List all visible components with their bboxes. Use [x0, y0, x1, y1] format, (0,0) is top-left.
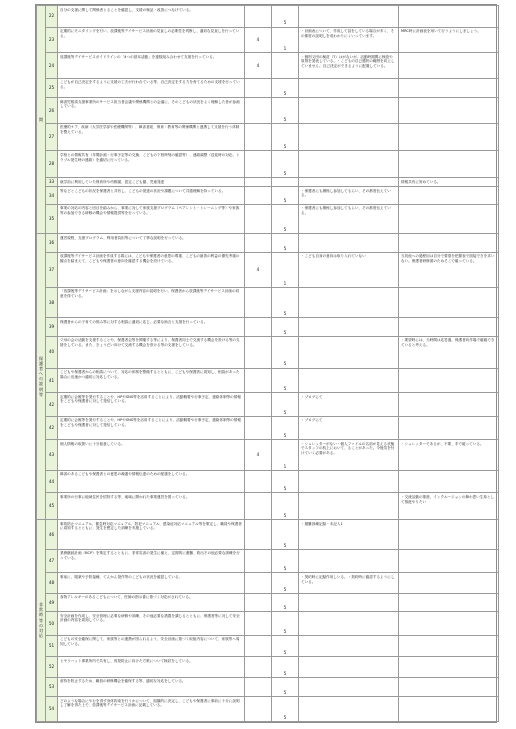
improvement-note [399, 318, 499, 336]
improvement-note [399, 287, 499, 318]
item-content: 父母の会の活動を支援することや、保護者会等を開催する等により、保護者同士で交流する機会を設ける等の支援をしている。また、きょうだい向けて交流する機会を設ける等の支援をしている。 [58, 336, 245, 368]
improvement-note: 情報共有に努めている。 [399, 178, 499, 187]
item-content: 学校との情報共有（年間計画・行事予定等の交換、こどもの下校時刻の確認等）、連絡調整（送迎時の対応、トラブル発生時の連絡）を適切に行っている。 [58, 151, 245, 178]
item-number: 50 [46, 612, 58, 636]
improvement-note [399, 234, 499, 252]
item-number: 41 [46, 368, 58, 393]
response-count-partial [245, 393, 272, 417]
staff-comment [299, 234, 399, 252]
item-number: 47 [46, 549, 58, 573]
improvement-note [399, 677, 499, 696]
response-count-yes: 1 [272, 27, 299, 53]
response-count-yes: 5 [272, 677, 299, 696]
improvement-note [399, 187, 499, 204]
table-row [37, 204, 499, 234]
response-count-partial [245, 178, 272, 187]
staff-comment: ・個別又団の検討（?）はがないが、活動時期間に検査や原則を発表している。・こどもの自己選択の範囲を向上していません。自己決定ができるように配慮している。 [299, 53, 399, 79]
response-count-partial [245, 78, 272, 97]
item-number: 45 [46, 493, 58, 520]
item-number: 27 [46, 123, 58, 151]
response-count-yes: 5 [272, 470, 299, 493]
improvement-note [399, 520, 499, 550]
item-content: ヒヤリハット事業所内で共有し、再発防止に向けた方策について検討をしている。 [58, 657, 245, 677]
item-number: 23 [46, 27, 58, 53]
item-content: 安全計画を作成し、安全管理に必要な研修や訓練、その他必要な措置を講じるとともに、保護者等に対して安全計画の内容を周知している。 [58, 612, 245, 636]
response-count-partial [245, 336, 272, 368]
item-number: 37 [46, 252, 58, 287]
table-row [37, 27, 499, 53]
response-count-partial [245, 697, 272, 722]
improvement-note [399, 573, 499, 593]
response-count-yes: 5 [272, 493, 299, 520]
response-count-yes: 5 [272, 593, 299, 611]
item-content: 運営規程、支援プログラム、利用者負担等について丁寧な説明を行っている。 [58, 234, 245, 252]
response-count-yes: 5 [272, 612, 299, 636]
staff-comment [299, 123, 399, 151]
table-row [37, 612, 499, 636]
table-row [37, 187, 499, 204]
improvement-note [399, 78, 499, 97]
staff-comment [299, 677, 399, 696]
item-content: 就学前に利用していた保育所や幼稚園、認定こども園、児童発達 [58, 178, 245, 187]
improvement-note: MRC時に計画表を用いて行うようにしましょう。 [399, 27, 499, 53]
improvement-note: ・交流活動の推進、インクルージョンの舞わ思い生象として推進やりたい [399, 493, 499, 520]
improvement-note [399, 697, 499, 722]
improvement-note [399, 635, 499, 657]
staff-comment [299, 470, 399, 493]
item-number: 49 [46, 593, 58, 611]
table-row [37, 287, 499, 318]
item-number: 24 [46, 53, 58, 79]
table-row [37, 368, 499, 393]
item-number: 43 [46, 440, 58, 471]
item-number: 54 [46, 697, 58, 722]
improvement-note [399, 6, 499, 28]
improvement-note [399, 612, 499, 636]
staff-comment [299, 178, 399, 187]
staff-comment [299, 657, 399, 677]
item-number: 38 [46, 287, 58, 318]
table-row [37, 493, 499, 520]
staff-comment: ・こども自身の意向は取り入れていない [299, 252, 399, 287]
response-count-yes: 5 [272, 336, 299, 368]
response-count-yes: 5 [272, 187, 299, 204]
table-row [37, 151, 499, 178]
table-row [37, 78, 499, 97]
category-cell [37, 520, 46, 722]
response-count-yes: 5 [272, 6, 299, 28]
table-row [37, 53, 499, 79]
improvement-note [399, 657, 499, 677]
improvement-note: ・シュレッターであるが、不要、手で破っている。 [399, 440, 499, 471]
response-count-partial [245, 520, 272, 550]
staff-comment [299, 98, 399, 124]
table-row [37, 178, 499, 187]
improvement-note [399, 204, 499, 234]
table-row [37, 252, 499, 287]
table-row [37, 677, 499, 696]
response-count-yes: 5 [272, 393, 299, 417]
staff-comment [299, 318, 399, 336]
response-count-partial [245, 204, 272, 234]
item-content: 業務継続計画（BCP）を策定するとともに、非常災害の発生に備え、定期的に避難、救出その他必要な訓練を行っている。 [58, 549, 245, 573]
staff-comment [299, 697, 399, 722]
item-number: 42 [46, 393, 58, 417]
response-count-partial [245, 416, 272, 440]
item-content: 「放課後等デイサービス計画」を示しながら支援内容の説明を行い、保護者から放課後等デイサービス計画の同意を得ている。 [58, 287, 245, 318]
category-cell [37, 6, 46, 234]
item-number: 25 [46, 78, 58, 97]
item-number: 26 [46, 98, 58, 124]
item-content: 自分の支援に関して関係者とることを確認し、支援の検証・改善につなげている。 [58, 6, 245, 28]
item-content: 事業の対応の内容と回目を踏みから、事業に対して家族支援プログラム（ペアレント・トレーニング等）や家族等の参加できる研修の機会や情報提供等を行っている。 [58, 204, 245, 234]
staff-comment: ・ブログにて [299, 416, 399, 440]
table-row [37, 6, 499, 28]
table-row [37, 98, 499, 124]
item-number: 44 [46, 470, 58, 493]
response-count-partial [245, 593, 272, 611]
response-count-yes: 5 [272, 98, 299, 124]
table-row [37, 657, 499, 677]
response-count-partial [245, 368, 272, 393]
response-count-partial [245, 151, 272, 178]
table-row [37, 318, 499, 336]
response-count-partial: 4 [245, 27, 272, 53]
response-count-yes: 5 [272, 416, 299, 440]
staff-comment: ・保護者にも積極し参加してもらい、その都度伝えている。 [299, 204, 399, 234]
category-label: 関 [38, 116, 44, 122]
improvement-note [399, 368, 499, 393]
item-number: 34 [46, 187, 58, 204]
response-count-yes: 1 [272, 252, 299, 287]
item-number: 36 [46, 234, 58, 252]
response-count-partial [245, 470, 272, 493]
item-content: 事前に、服薬や予防接種、てんかん発作等のこどもの状況を確認している。 [58, 573, 245, 593]
response-count-yes [272, 53, 299, 79]
response-count-partial [245, 493, 272, 520]
staff-comment [299, 549, 399, 573]
item-content: 障害児相談支援事業所のサービス担当者会議や関係機関との会議に、そのこどもの状況をよく理解した者が参画している。 [58, 98, 245, 124]
staff-comment: ・ブログにて [299, 393, 399, 417]
staff-comment: ・計画表について、作成して話をしている場合が多く、その都度の説明しを成わかりにくいっています。 [299, 27, 399, 53]
item-number: 53 [46, 677, 58, 696]
response-count-partial [245, 6, 272, 28]
response-count-yes: 5 [272, 318, 299, 336]
response-count-yes: 5 [272, 204, 299, 234]
response-count-yes: 5 [272, 520, 299, 550]
staff-comment: ・シュレッターがない・個人ファイルの名前が見える状態でスタッフの机上において、ることがあった。今後気を付けていく必要がある。 [299, 440, 399, 471]
item-number: 48 [46, 573, 58, 593]
item-content: こどもの安全確保に関して、家族等との連携が図られるよう、安全計画に基づく取組内容について、家族等へ周知している。 [58, 635, 245, 657]
response-count-partial [245, 612, 272, 636]
table-row [37, 520, 499, 550]
item-number: 46 [46, 520, 58, 550]
item-number: 35 [46, 204, 58, 234]
table-row [37, 123, 499, 151]
item-content: 医療的ケア、疾病（大学医学部や医療機関等）、障害者総、保育・教育等の関係機関と連携して支援を行う体制を整えている。 [58, 123, 245, 151]
response-count-yes: 5 [272, 573, 299, 593]
improvement-note [399, 593, 499, 611]
response-count-yes: 5 [272, 549, 299, 573]
response-count-partial [245, 287, 272, 318]
improvement-note [399, 53, 499, 79]
item-number: 42 [46, 416, 58, 440]
item-content: どのような場合にやむを得ず身体拘束を行うかについて、組織的に決定し、こどもや保護者に事前に十分に説明し了解を得た上で、放課後等デイサービス計画に記載している。 [58, 697, 245, 722]
response-count-partial: 4 [245, 440, 272, 471]
table-row [37, 336, 499, 368]
item-content: 放課後等デイサービスガイドラインの「4つの基本活動」を複数組み合わせて支援を行っている。 [58, 53, 245, 79]
category-label: 非常時等の対応 [38, 602, 44, 638]
table-row [37, 549, 499, 573]
staff-comment [299, 612, 399, 636]
staff-comment [299, 78, 399, 97]
table-row [37, 234, 499, 252]
table-row [37, 393, 499, 417]
table-row [37, 593, 499, 611]
item-content: こどもや保護者からの相談について、対応の体制を整備するとともに、こどもや保護者に周知し、相談があった場合に迅速かつ適切に対応している。 [58, 368, 245, 393]
improvement-note [399, 549, 499, 573]
item-content: 事故防止マニュアル、緊急時対応マニュアル、防犯マニュアル、感染症対応マニュアル等を策定し、職員や保護者に周知するとともに、発生を想定した訓練を実施している。 [58, 520, 245, 550]
table-row [37, 440, 499, 471]
table-row [37, 470, 499, 493]
category-label: 保護者への説明等 [38, 355, 44, 397]
response-count-yes: 5 [272, 234, 299, 252]
staff-comment [299, 635, 399, 657]
response-count-partial: 4 [245, 252, 272, 287]
item-content: 等などとこどもの状況を保護者と共有し、こどもの発達の状況や課題について共通理解を持っている。 [58, 187, 245, 204]
item-number: 33 [46, 178, 58, 187]
staff-comment [299, 368, 399, 393]
response-count-yes: 5 [272, 78, 299, 97]
category-cell [37, 234, 46, 520]
improvement-note [399, 416, 499, 440]
item-number: 52 [46, 657, 58, 677]
improvement-note: ・要望時には、当時間は応答過、保護者向作場で確確できていると考える。 [399, 336, 499, 368]
improvement-note [399, 470, 499, 493]
item-content: 障害のあるこどもや保護者との意思の疎通や情報伝達のための配慮をしている。 [58, 470, 245, 493]
response-count-yes [272, 178, 299, 187]
item-content: 虐待を防止するため、職員の研修機会を確保する等、適切な対応をしている。 [58, 677, 245, 696]
item-number: 39 [46, 318, 58, 336]
evaluation-table [36, 5, 499, 722]
staff-comment [299, 6, 399, 28]
response-count-partial [245, 573, 272, 593]
staff-comment [299, 287, 399, 318]
evaluation-sheet [35, 4, 497, 723]
response-count-partial [245, 234, 272, 252]
item-content: 食物アレルギーのあるこどもについて、医師の指示書に基づく対応がされている。 [58, 593, 245, 611]
response-count-yes: 5 [272, 635, 299, 657]
staff-comment [299, 336, 399, 368]
staff-comment [299, 593, 399, 611]
table-row [37, 573, 499, 593]
response-count-partial [245, 187, 272, 204]
item-number: 51 [46, 635, 58, 657]
item-number: 28 [46, 151, 58, 178]
improvement-note [399, 98, 499, 124]
response-count-yes: 5 [272, 657, 299, 677]
improvement-note: 当初他への過程用は自分で要望を把握表で面接できを求いない。保護者研修面のためそこで確っている。 [399, 252, 499, 287]
response-count-partial [245, 318, 272, 336]
response-count-yes: 5 [272, 368, 299, 393]
response-count-partial [245, 635, 272, 657]
response-count-partial: 4 [245, 53, 272, 79]
staff-comment: ・保護者にも積極し参加してもらい、その都度伝えている。 [299, 187, 399, 204]
response-count-partial [245, 98, 272, 124]
response-count-yes: 5 [272, 287, 299, 318]
staff-comment [299, 151, 399, 178]
improvement-note [399, 123, 499, 151]
item-number: 22 [46, 6, 58, 28]
response-count-yes: 5 [272, 123, 299, 151]
improvement-note [399, 151, 499, 178]
response-count-yes: 5 [272, 151, 299, 178]
table-row [37, 416, 499, 440]
item-content: 保護者からの子育ての悩み等に対する相談に適切に応じ、必要な助言と支援を行っている。 [58, 318, 245, 336]
table-row [37, 697, 499, 722]
improvement-note [399, 393, 499, 417]
response-count-yes: 5 [272, 697, 299, 722]
item-content: 事業所の行事に地域住民を招待する等、地域に開かれた事業運営を図っている。 [58, 493, 245, 520]
item-content: こどもが自己決定をするように支援の工夫が行われている等、自己決定をする力を育てるための支援を行っている。 [58, 78, 245, 97]
item-content: 個人情報の取扱いに十分留意している。 [58, 440, 245, 471]
response-count-partial [245, 657, 272, 677]
response-count-yes: 1 [272, 440, 299, 471]
item-content: 放課後等デイサービス計画を作成する際には、こどもや保護者の意思の尊重、こどもの最善の利益の優先考慮の観点を踏まえて、こどもや保護者の意向を確認する機会を設けている。 [58, 252, 245, 287]
response-count-partial [245, 677, 272, 696]
table-row [37, 635, 499, 657]
item-content: 定期的に会報等を発行することや、HPやSNS等を活用することにより、活動概要や行事予定、連絡体制等の情報をこどもや保護者に対して発信している。 [58, 393, 245, 417]
item-content: 定期的に会報等を発行することや、HPやSNS等を活用することにより、活動概要や行事予定、連絡体制等の情報をこどもや保護者に対して発信している。 [58, 416, 245, 440]
response-count-partial [245, 549, 272, 573]
item-number: 40 [46, 336, 58, 368]
response-count-partial [245, 123, 272, 151]
staff-comment [299, 493, 399, 520]
item-content: 定期的にモニタリングを行い、放課後等デイサービス計画の見直しの必要性を判断し、適切な見直しを行っている。 [58, 27, 245, 53]
staff-comment: ・契約時に記録作用しいる。・契約時に確認するようにしている。 [299, 573, 399, 593]
staff-comment: ・避難訓練記録・未記入1 [299, 520, 399, 550]
